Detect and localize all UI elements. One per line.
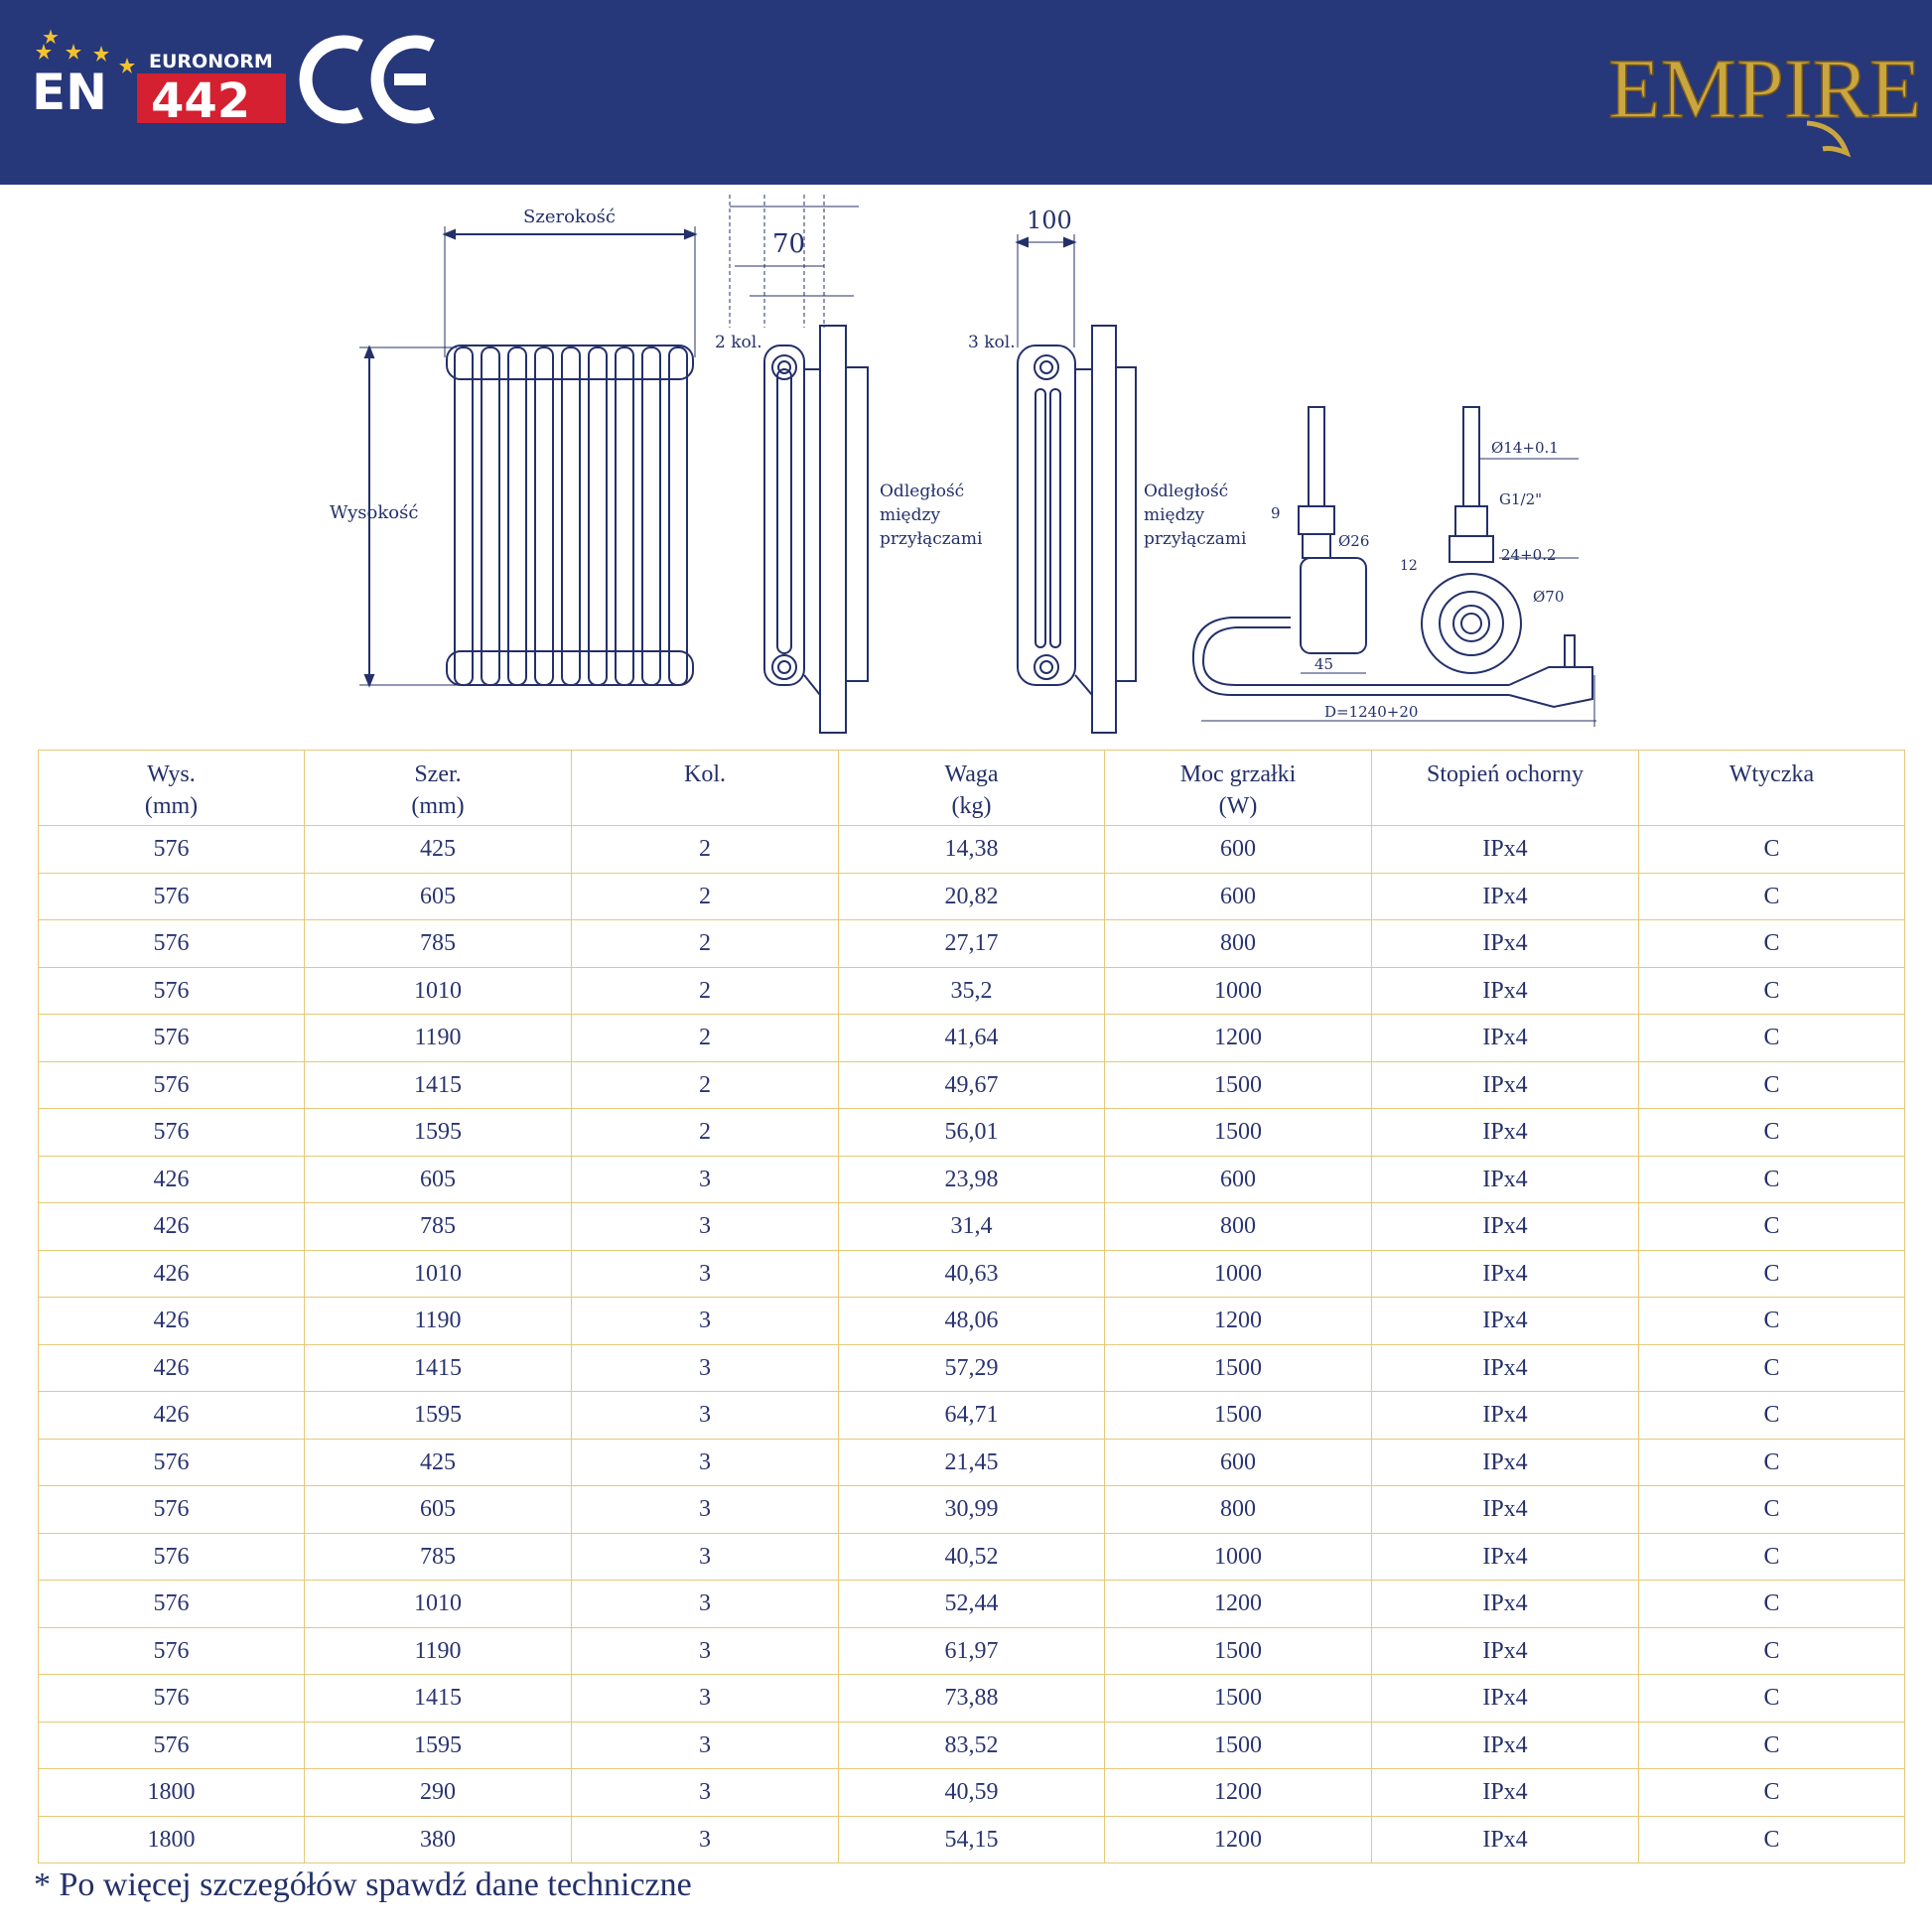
table-cell: C — [1639, 1298, 1905, 1345]
table-cell: 576 — [39, 1015, 305, 1062]
radiator-front-view — [359, 226, 695, 685]
header-bar — [0, 0, 1932, 185]
table-cell: C — [1639, 920, 1905, 968]
table-cell: 3 — [572, 1769, 839, 1817]
table-cell: IPx4 — [1372, 1722, 1639, 1769]
column-header-title: Wys. — [147, 761, 196, 787]
table-cell: IPx4 — [1372, 1816, 1639, 1863]
table-cell: 576 — [39, 1581, 305, 1628]
table-cell: 1500 — [1105, 1675, 1372, 1723]
table-cell: 2 — [572, 826, 839, 874]
table-cell: IPx4 — [1372, 1675, 1639, 1723]
table-cell: 3 — [572, 1392, 839, 1440]
column-header-title: Szer. — [414, 761, 462, 787]
table-cell: 3 — [572, 1298, 839, 1345]
table-cell: 1000 — [1105, 967, 1372, 1015]
table-row — [39, 1581, 1905, 1628]
table-cell: 1000 — [1105, 1533, 1372, 1581]
table-cell: 3 — [572, 1439, 839, 1486]
star-icon — [93, 46, 109, 62]
height-label: Wysokość — [330, 502, 419, 523]
star-icon: ★ — [42, 25, 60, 49]
table-cell: 576 — [39, 873, 305, 920]
spec-table — [38, 750, 1905, 1863]
table-row — [39, 1250, 1905, 1298]
table-cell: 54,15 — [839, 1816, 1105, 1863]
table-row — [39, 1203, 1905, 1251]
table-cell: 3 — [572, 1722, 839, 1769]
table-cell: IPx4 — [1372, 826, 1639, 874]
table-cell: 1800 — [39, 1769, 305, 1817]
table-cell: 1595 — [305, 1722, 572, 1769]
table-cell: 1200 — [1105, 1816, 1372, 1863]
table-cell: 576 — [39, 1722, 305, 1769]
table-cell: 1200 — [1105, 1015, 1372, 1062]
table-cell: 1010 — [305, 967, 572, 1015]
dim-9: 9 — [1271, 504, 1281, 522]
table-cell: 1500 — [1105, 1627, 1372, 1675]
column-header-unit: (kg) — [951, 793, 992, 819]
dim-g12: G1/2" — [1499, 490, 1543, 508]
label-3col: 3 kol. — [968, 333, 1016, 352]
table-cell: 1500 — [1105, 1722, 1372, 1769]
table-cell: 3 — [572, 1203, 839, 1251]
table-cell: C — [1639, 1109, 1905, 1157]
table-row — [39, 1533, 1905, 1581]
table-cell: 49,67 — [839, 1061, 1105, 1109]
table-cell: 48,06 — [839, 1298, 1105, 1345]
table-cell: IPx4 — [1372, 1156, 1639, 1203]
dim-12: 12 — [1400, 558, 1418, 574]
table-cell: 2 — [572, 1061, 839, 1109]
table-cell: 576 — [39, 1109, 305, 1157]
table-row — [39, 1015, 1905, 1062]
radiator-side-view-2col — [730, 195, 868, 733]
table-cell: 2 — [572, 1109, 839, 1157]
dim-24: 24+0.2 — [1501, 546, 1557, 564]
empire-logo — [1608, 28, 1922, 167]
table-cell: 1200 — [1105, 1298, 1372, 1345]
table-cell: 40,59 — [839, 1769, 1105, 1817]
table-cell: 1010 — [305, 1581, 572, 1628]
connection-distance-line1: Odległość — [1144, 482, 1229, 501]
table-row — [39, 1675, 1905, 1723]
table-cell: 576 — [39, 967, 305, 1015]
table-cell: 61,97 — [839, 1627, 1105, 1675]
table-cell: 600 — [1105, 826, 1372, 874]
column-header — [1372, 751, 1639, 826]
table-cell: IPx4 — [1372, 1061, 1639, 1109]
table-cell: 426 — [39, 1298, 305, 1345]
table-cell: 2 — [572, 967, 839, 1015]
table-cell: 1500 — [1105, 1344, 1372, 1392]
dim-45: 45 — [1314, 655, 1334, 673]
radiator-side-view-3col — [1018, 234, 1136, 733]
table-cell: IPx4 — [1372, 1533, 1639, 1581]
table-cell: 290 — [305, 1769, 572, 1817]
table-cell: C — [1639, 1203, 1905, 1251]
table-cell: 426 — [39, 1344, 305, 1392]
table-cell: 800 — [1105, 1486, 1372, 1534]
table-cell: 1800 — [39, 1816, 305, 1863]
euronorm-label: EURONORM — [149, 51, 273, 72]
table-cell: IPx4 — [1372, 1203, 1639, 1251]
table-cell: C — [1639, 873, 1905, 920]
table-row — [39, 1439, 1905, 1486]
column-header — [39, 751, 305, 826]
table-cell: 1010 — [305, 1250, 572, 1298]
table-cell: C — [1639, 1344, 1905, 1392]
table-cell: C — [1639, 1061, 1905, 1109]
table-cell: 576 — [39, 1533, 305, 1581]
table-row — [39, 1344, 1905, 1392]
table-cell: 576 — [39, 826, 305, 874]
table-cell: 426 — [39, 1203, 305, 1251]
table-cell: 2 — [572, 920, 839, 968]
dim-d70: Ø70 — [1533, 588, 1565, 606]
table-row — [39, 1486, 1905, 1534]
dim-d14: Ø14+0.1 — [1491, 439, 1559, 457]
table-cell: 57,29 — [839, 1344, 1105, 1392]
star-icon — [119, 58, 135, 73]
table-cell: 605 — [305, 1156, 572, 1203]
table-cell: IPx4 — [1372, 1627, 1639, 1675]
table-cell: 3 — [572, 1675, 839, 1723]
en-label: EN — [32, 64, 108, 121]
table-cell: 1190 — [305, 1298, 572, 1345]
table-cell: 41,64 — [839, 1015, 1105, 1062]
table-cell: 785 — [305, 920, 572, 968]
table-cell: 3 — [572, 1250, 839, 1298]
table-cell: 23,98 — [839, 1156, 1105, 1203]
table-cell: IPx4 — [1372, 1298, 1639, 1345]
table-cell: 605 — [305, 873, 572, 920]
en442-euronorm-badge — [30, 25, 288, 129]
table-row — [39, 1109, 1905, 1157]
table-cell: 600 — [1105, 1439, 1372, 1486]
table-cell: 600 — [1105, 873, 1372, 920]
connection-distance-line3: przyłączami — [880, 529, 983, 549]
table-cell: C — [1639, 1250, 1905, 1298]
table-cell: 576 — [39, 1627, 305, 1675]
table-cell: C — [1639, 1156, 1905, 1203]
depth-2col-label: 70 — [772, 229, 806, 259]
table-cell: 1200 — [1105, 1769, 1372, 1817]
connection-distance-line2: między — [1144, 505, 1205, 525]
table-cell: 426 — [39, 1250, 305, 1298]
table-cell: 425 — [305, 1439, 572, 1486]
footnote: * Po więcej szczegółów spawdź dane techniczne — [34, 1866, 692, 1903]
table-cell: 52,44 — [839, 1581, 1105, 1628]
table-cell: C — [1639, 1675, 1905, 1723]
table-cell: IPx4 — [1372, 1015, 1639, 1062]
table-cell: 1200 — [1105, 1581, 1372, 1628]
table-cell: IPx4 — [1372, 1109, 1639, 1157]
table-cell: 1500 — [1105, 1061, 1372, 1109]
table-cell: 576 — [39, 1486, 305, 1534]
table-cell: 1190 — [305, 1015, 572, 1062]
table-cell: 1500 — [1105, 1109, 1372, 1157]
table-cell: 27,17 — [839, 920, 1105, 968]
column-header-unit: (mm) — [144, 793, 199, 819]
table-cell: 83,52 — [839, 1722, 1105, 1769]
table-cell: 1415 — [305, 1344, 572, 1392]
table-cell: IPx4 — [1372, 1769, 1639, 1817]
brand-name: EMPIRE — [1608, 41, 1922, 136]
table-cell: C — [1639, 1486, 1905, 1534]
table-cell: C — [1639, 1533, 1905, 1581]
table-row — [39, 1392, 1905, 1440]
table-cell: IPx4 — [1372, 1439, 1639, 1486]
table-cell: 1595 — [305, 1109, 572, 1157]
table-row — [39, 1627, 1905, 1675]
table-cell: C — [1639, 1439, 1905, 1486]
table-cell: 2 — [572, 1015, 839, 1062]
table-cell: IPx4 — [1372, 1250, 1639, 1298]
connection-distance-line3: przyłączami — [1144, 529, 1247, 549]
table-cell: C — [1639, 1722, 1905, 1769]
table-cell: 3 — [572, 1344, 839, 1392]
table-cell: 785 — [305, 1203, 572, 1251]
column-header-title: Waga — [944, 761, 999, 787]
table-cell: 20,82 — [839, 873, 1105, 920]
table-cell: 31,4 — [839, 1203, 1105, 1251]
column-header — [839, 751, 1105, 826]
norm-number: 442 — [151, 73, 251, 129]
table-cell: 576 — [39, 1439, 305, 1486]
table-cell: 3 — [572, 1627, 839, 1675]
connection-distance-line1: Odległość — [880, 482, 965, 501]
table-cell: 56,01 — [839, 1109, 1105, 1157]
table-row — [39, 920, 1905, 968]
depth-3col-label: 100 — [1027, 207, 1072, 234]
column-header — [1639, 751, 1905, 826]
table-cell: 35,2 — [839, 967, 1105, 1015]
table-row — [39, 1722, 1905, 1769]
table-cell: 576 — [39, 1675, 305, 1723]
table-row — [39, 873, 1905, 920]
table-cell: 600 — [1105, 1156, 1372, 1203]
table-body — [39, 826, 1905, 1863]
table-cell: C — [1639, 1816, 1905, 1863]
table-row — [39, 1298, 1905, 1345]
table-cell: 425 — [305, 826, 572, 874]
column-header — [305, 751, 572, 826]
table-cell: 380 — [305, 1816, 572, 1863]
column-header — [572, 751, 839, 826]
table-row — [39, 1156, 1905, 1203]
table-row — [39, 1816, 1905, 1863]
table-cell: C — [1639, 1581, 1905, 1628]
table-cell: 3 — [572, 1486, 839, 1534]
table-cell: 605 — [305, 1486, 572, 1534]
table-cell: 64,71 — [839, 1392, 1105, 1440]
table-cell: 576 — [39, 920, 305, 968]
table-cell: 30,99 — [839, 1486, 1105, 1534]
table-cell: 40,63 — [839, 1250, 1105, 1298]
technical-diagram — [0, 185, 1932, 741]
label-2col: 2 kol. — [715, 333, 762, 352]
table-cell: 1415 — [305, 1061, 572, 1109]
table-cell: IPx4 — [1372, 1581, 1639, 1628]
column-header-title: Stopień ochorny — [1427, 761, 1584, 787]
table-cell: C — [1639, 826, 1905, 874]
table-header-row — [39, 751, 1905, 826]
table-cell: IPx4 — [1372, 920, 1639, 968]
star-icon — [66, 44, 81, 60]
table-cell: IPx4 — [1372, 1344, 1639, 1392]
table-cell: 2 — [572, 873, 839, 920]
dim-d26: Ø26 — [1338, 532, 1370, 550]
table-cell: 426 — [39, 1392, 305, 1440]
table-cell: 426 — [39, 1156, 305, 1203]
table-cell: 3 — [572, 1581, 839, 1628]
table-cell: 576 — [39, 1061, 305, 1109]
table-cell: 800 — [1105, 1203, 1372, 1251]
table-cell: 800 — [1105, 920, 1372, 968]
table-cell: 785 — [305, 1533, 572, 1581]
table-cell: 1500 — [1105, 1392, 1372, 1440]
table-cell: C — [1639, 1392, 1905, 1440]
table-cell: 3 — [572, 1816, 839, 1863]
table-cell: 1595 — [305, 1392, 572, 1440]
table-cell: 21,45 — [839, 1439, 1105, 1486]
table-cell: 40,52 — [839, 1533, 1105, 1581]
column-header-unit: (mm) — [411, 793, 465, 819]
table-cell: IPx4 — [1372, 873, 1639, 920]
connection-distance-line2: między — [880, 505, 941, 525]
table-cell: 14,38 — [839, 826, 1105, 874]
table-cell: IPx4 — [1372, 1392, 1639, 1440]
column-header-title: Kol. — [684, 761, 726, 787]
width-label: Szerokość — [523, 207, 616, 227]
table-row — [39, 967, 1905, 1015]
dim-cable: D=1240+20 — [1324, 703, 1419, 721]
table-cell: C — [1639, 1627, 1905, 1675]
table-row — [39, 1061, 1905, 1109]
table-cell: IPx4 — [1372, 1486, 1639, 1534]
table-cell: 1000 — [1105, 1250, 1372, 1298]
table-cell: C — [1639, 967, 1905, 1015]
table-cell: C — [1639, 1769, 1905, 1817]
table-row — [39, 826, 1905, 874]
table-cell: 3 — [572, 1156, 839, 1203]
table-cell: 3 — [572, 1533, 839, 1581]
table-cell: IPx4 — [1372, 967, 1639, 1015]
column-header-unit: (W) — [1218, 793, 1258, 819]
table-cell: 73,88 — [839, 1675, 1105, 1723]
table-cell: C — [1639, 1015, 1905, 1062]
column-header-title: Wtyczka — [1728, 761, 1815, 787]
table-row — [39, 1769, 1905, 1817]
table-cell: 1415 — [305, 1675, 572, 1723]
column-header-title: Moc grzałki — [1179, 761, 1297, 787]
column-header — [1105, 751, 1372, 826]
ce-mark — [303, 28, 442, 127]
table-cell: 1190 — [305, 1627, 572, 1675]
